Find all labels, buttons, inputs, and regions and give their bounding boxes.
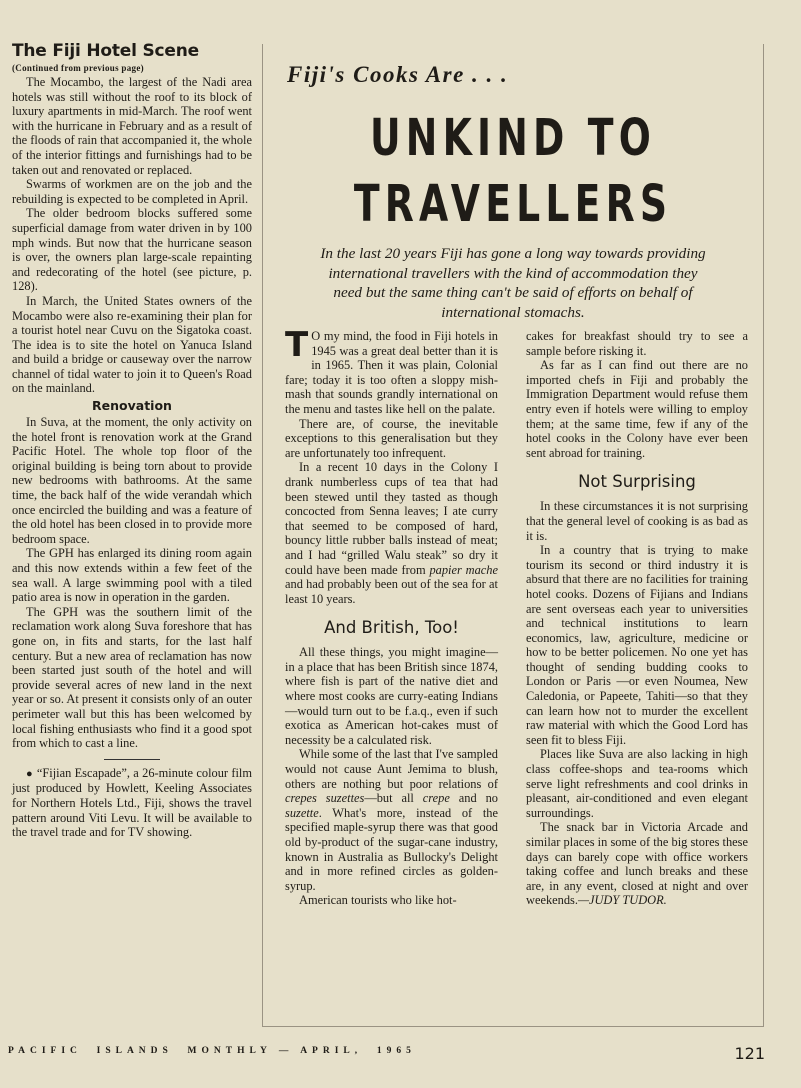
article-emphasis: suzette — [285, 805, 319, 820]
left-paragraph: The GPH was the southern limit of the reclamation work along Suva foreshore that has gone on, in fits and starts, for the last half century. But a new area of reclamation has now been started just south of the hotel and will provide several acres of new land in the next year or so. At present it consists only of an outer perimeter wall but this has been welcomed by local fishing enthusiasts who find it a good spot from which to cast a line. — [12, 604, 252, 751]
article-subheading: Not Surprising — [578, 472, 696, 492]
article-paragraph — [285, 460, 498, 606]
left-subheading: Renovation — [92, 398, 172, 414]
film-note — [12, 766, 252, 840]
article-paragraph — [285, 747, 498, 893]
divider — [104, 759, 160, 760]
article-paragraph: In a country that is trying to make tourism its second or third industry it is absurd that there are no facilities for training hotel cooks. Dozens of Fijians and Indians are sent overseas each year to universities and technical institutions to learn economics, law, agriculture, medicine or how to be better policemen. No one yet has thought of sending budding cooks to London or Paris —or even Noumea, New Caledonia, or Papeete, Tahiti—so that they can learn how not to murder the excellent raw material with which the Good Lord has seen fit to bless Fiji. — [526, 543, 748, 747]
article-paragraph: All these things, you might imagine—in a place that has been British since 1874, where fish is part of the native diet and where most cooks are curry-eating Indians—would turn out to be f.a.q., even if such exotica as American hot-cakes must of necessity be a calculated risk. — [285, 645, 498, 747]
article-paragraph: American tourists who like hot- — [299, 893, 457, 908]
article-column-1 — [285, 325, 498, 908]
article-kicker: Fiji's Cooks Are . . . — [287, 62, 509, 87]
article-paragraph: cakes for breakfast should try to see a sample before risking it. — [526, 329, 748, 358]
article-text: —but all — [364, 791, 414, 806]
article-paragraph: As far as I can find out there are no imported chefs in Fiji and probably the Immigration Department would refuse them entry even if hotels were willing to employ them; at the same time, few if any of the hotel cooks in the Colony have ever been sent abroad for training. — [526, 358, 748, 460]
article-emphasis: crepe — [422, 791, 450, 806]
page-number: 121 — [734, 1044, 765, 1063]
left-paragraph: In March, the United States owners of the Mocambo were also re-examining their plan for a tourist hotel near Cuvu on the Sigatoka coast. The idea is to site the hotel on Yanuca Island and build a bridge or causeway over the narrow channel of tidal water to join it to Queen's Road on the mainland. — [12, 293, 252, 396]
article-emphasis: papier mache — [429, 562, 498, 577]
left-paragraph: The older bedroom blocks suffered some superficial damage from water driven in by 100 mph winds. But now that the hurricane season is over, the owners plan large-scale repainting and redecorating of the hotel (see picture, p. 128). — [12, 206, 252, 294]
left-column — [12, 40, 252, 840]
article-emphasis: crepes suzettes — [285, 791, 365, 806]
drop-cap: T — [285, 325, 309, 365]
article-text: and no — [458, 791, 498, 806]
article-paragraph — [285, 325, 498, 417]
film-note-text: “Fijian Escapade”, a 26-minute colour film just produced by Howlett, Keeling Associates for Northern Hotels Ltd., Fiji, shows the travel pattern around Viti Levu. It will be available to the travel trade and for TV showing. — [12, 765, 252, 840]
bullet-icon: ● — [26, 767, 33, 780]
article-paragraph: In these circumstances it is not surprising that the general level of cooking is as bad as it is. — [526, 499, 748, 543]
article-headline — [328, 106, 698, 238]
left-column-title: The Fiji Hotel Scene — [12, 41, 199, 61]
article-subheading: And British, Too! — [324, 618, 459, 638]
headline-line-1: UNKIND TO — [369, 109, 657, 168]
article-column-2 — [526, 329, 748, 908]
article-text: . What's more, instead of the specified maple-syrup there was that good old by-product of the sugar-cane industry, known in Australia as Bullocky's Delight and in more refined circles as golden-syrup. — [285, 805, 498, 893]
article-paragraph: There are, of course, the inevitable exceptions to this generalisation but they are unfortunately too infrequent. — [285, 416, 498, 460]
article-text: In a recent 10 days in the Colony I drank numberless cups of tea that had been stewed until they tasted as though concocted from Senna leaves; I ate curry that seemed to be composed of hard, bouncy little rubber balls instead of meat; and I had “grilled Walu steak” so dry it could have been made from — [285, 460, 498, 577]
article-box — [262, 44, 764, 1027]
article-deck: In the last 20 years Fiji has gone a long way towards providing international travellers with the kind of accommodation they need but the same thing can't be said of efforts on behalf of international stomachs. — [320, 245, 706, 321]
author-signoff: —JUDY TUDOR. — [577, 893, 667, 908]
article-paragraph — [526, 820, 748, 908]
article-text: The snack bar in Victoria Arcade and similar places in some of the big stores these days can barely cope with office workers taking coffee and lunch breaks and these are, in any event, closed at night and over weekends. — [526, 820, 748, 908]
left-paragraph: Swarms of workmen are on the job and the rebuilding is expected to be completed in April. — [12, 177, 252, 206]
left-paragraph: The Mocambo, the largest of the Nadi area hotels was still without the roof to its block of luxury apartments in mid-March. The roof went with the hurricane in February and as a result of the floods of rain that accompanied it, the whole of the interior fittings and furnishings had to be taken out and renovated or replaced. — [12, 75, 252, 177]
continued-note: (Continued from previous page) — [12, 63, 144, 73]
page-footer: PACIFIC ISLANDS MONTHLY — APRIL, 1965 — [8, 1046, 416, 1056]
article-text: O my mind, the food in Fiji hotels in 1945 was a great deal better than it is in 1965. Then it was plain, Colonial fare; today it is too often a sloppy mish-mash that sounds grandly international on the menu and tastes like hell on the palate. — [285, 329, 498, 416]
headline-line-2: TRAVELLERS — [353, 175, 673, 234]
left-paragraph: The GPH has enlarged its dining room again and this now extends within a few feet of the sea wall. A large swimming pool with a tiled patio area is now in operation in the garden. — [12, 546, 252, 605]
article-text: While some of the last that I've sampled would not cause Aunt Jemima to blush, others are nothing but poor relations of — [285, 747, 498, 791]
left-paragraph: In Suva, at the moment, the only activity on the hotel front is renovation work at the Grand Pacific Hotel. The whole top floor of the original building is being torn about to provide new bedrooms with bathrooms. At the same time, the back half of the wide verandah which once encircled the building and was a feature of the old hotel has been closed in to provide more bedroom space. — [12, 415, 252, 546]
article-paragraph: Places like Suva are also lacking in high class coffee-shops and tea-rooms which serve light refreshments and cool drinks in pleasant, air-conditioned and even elegant surroundings. — [526, 747, 748, 820]
article-text: and had probably been out of the sea for at least 10 years. — [285, 577, 498, 606]
